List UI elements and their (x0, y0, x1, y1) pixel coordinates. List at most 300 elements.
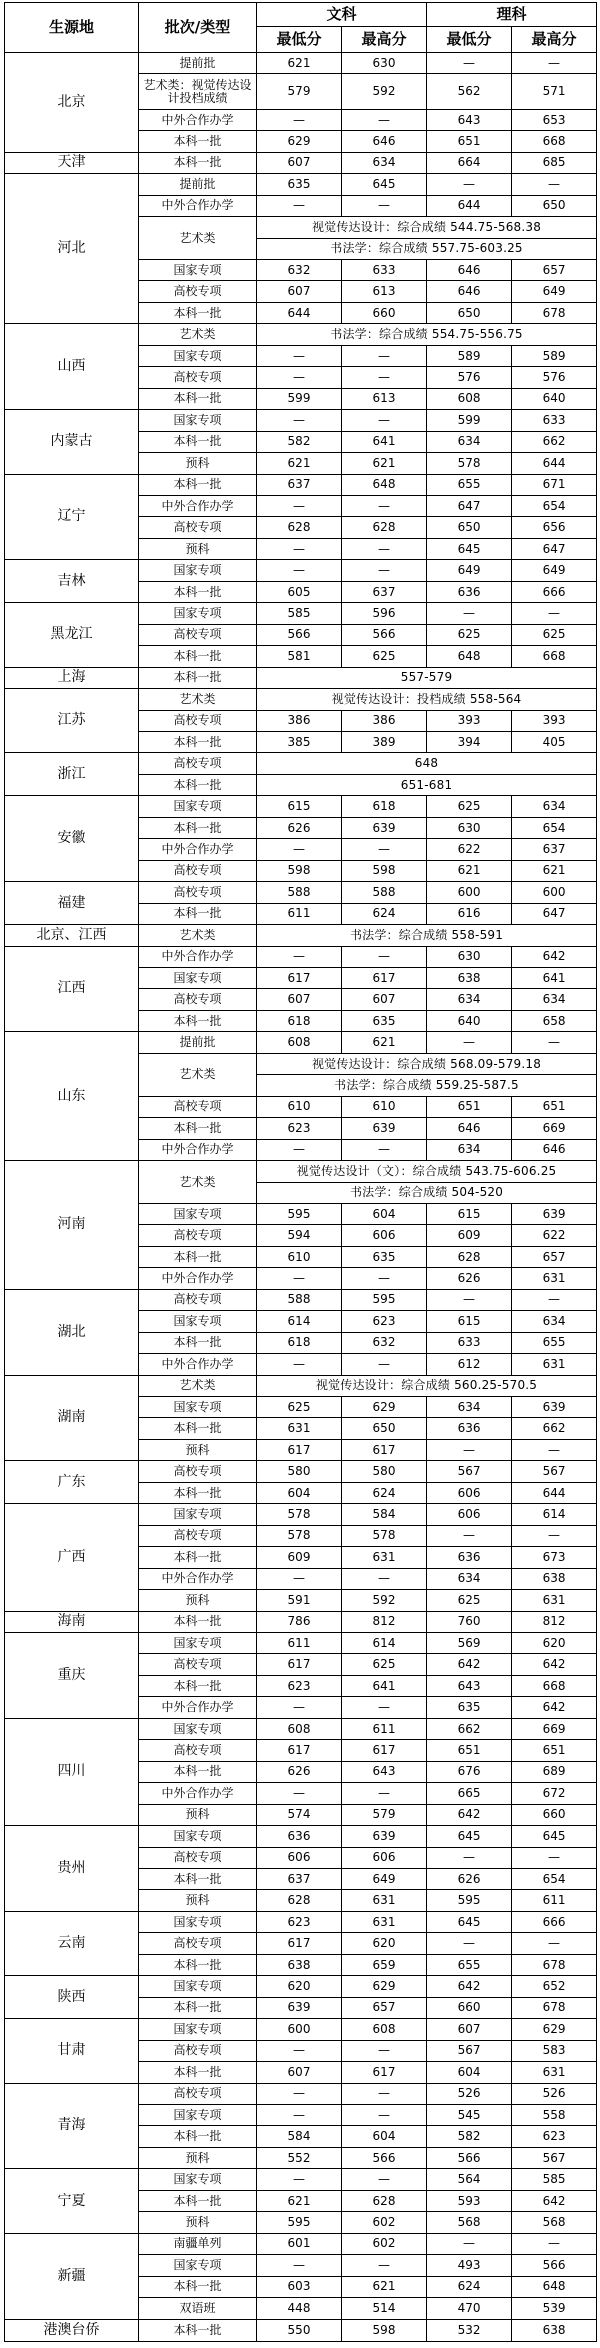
wenke-min-cell: — (257, 2083, 342, 2104)
wenke-max-cell: 639 (342, 1118, 427, 1139)
like-min-cell: 578 (427, 453, 512, 474)
header-wenke: 文科 (257, 3, 427, 27)
wenke-min-cell: 588 (257, 1289, 342, 1310)
wenke-max-cell: 584 (342, 1504, 427, 1525)
wenke-max-cell: — (342, 2083, 427, 2104)
like-max-cell: 654 (512, 817, 597, 838)
wenke-max-cell: 617 (342, 1439, 427, 1460)
wenke-min-cell: 632 (257, 260, 342, 281)
wenke-min-cell: 637 (257, 1869, 342, 1890)
like-max-cell: 666 (512, 581, 597, 602)
table-row (5, 2019, 597, 2040)
like-min-cell: 493 (427, 2255, 512, 2276)
like-min-cell: 650 (427, 517, 512, 538)
like-min-cell: 647 (427, 496, 512, 517)
wenke-max-cell: — (342, 2104, 427, 2125)
merged-score-cell: 视觉传达设计：综合成绩 560.25-570.5 (257, 1375, 597, 1396)
wenke-max-cell: 607 (342, 989, 427, 1010)
like-max-cell: 648 (512, 2276, 597, 2297)
province-cell: 广西 (5, 1504, 139, 1611)
province-cell: 湖北 (5, 1289, 139, 1375)
like-min-cell: 662 (427, 1718, 512, 1739)
like-max-cell: 668 (512, 1675, 597, 1696)
table-row (5, 882, 597, 903)
merged-score-cell: 视觉传达设计：综合成绩 544.75-568.38 (257, 217, 597, 238)
like-max-cell: 631 (512, 1354, 597, 1375)
wenke-min-cell: 581 (257, 646, 342, 667)
like-min-cell: — (427, 2233, 512, 2254)
province-cell: 贵州 (5, 1826, 139, 1912)
like-min-cell: 655 (427, 1954, 512, 1975)
like-min-cell: 545 (427, 2104, 512, 2125)
like-max-cell: 638 (512, 2319, 597, 2341)
wenke-max-cell: 621 (342, 1032, 427, 1053)
wenke-min-cell: — (257, 538, 342, 559)
header-like-max: 最高分 (512, 27, 597, 53)
wenke-min-cell: 607 (257, 2062, 342, 2083)
batch-cell: 国家专项 (139, 410, 257, 431)
batch-cell: 高校专项 (139, 1289, 257, 1310)
wenke-min-cell: — (257, 946, 342, 967)
table-row (5, 1976, 597, 1997)
batch-cell: 艺术类 (139, 1053, 257, 1096)
wenke-max-cell: 628 (342, 2190, 427, 2211)
wenke-max-cell: 635 (342, 1246, 427, 1267)
wenke-max-cell: 623 (342, 1311, 427, 1332)
wenke-max-cell: 635 (342, 1010, 427, 1031)
header-wenke-min: 最低分 (257, 27, 342, 53)
batch-cell: 本科一批 (139, 152, 257, 173)
like-max-cell: 393 (512, 710, 597, 731)
province-cell: 吉林 (5, 560, 139, 603)
batch-cell: 国家专项 (139, 603, 257, 624)
merged-score-cell: 视觉传达设计（文）：综合成绩 543.75-606.25 (257, 1161, 597, 1182)
province-cell: 北京 (5, 53, 139, 153)
wenke-max-cell: — (342, 2169, 427, 2190)
merged-score-cell: 视觉传达设计：投档成绩 558-564 (257, 689, 597, 710)
like-max-cell: 642 (512, 1654, 597, 1675)
wenke-min-cell: — (257, 195, 342, 216)
like-min-cell: 646 (427, 281, 512, 302)
like-max-cell: 669 (512, 1718, 597, 1739)
like-max-cell: 640 (512, 388, 597, 409)
wenke-max-cell: 631 (342, 1547, 427, 1568)
like-max-cell: 633 (512, 410, 597, 431)
like-min-cell: 642 (427, 1804, 512, 1825)
batch-cell: 高校专项 (139, 1225, 257, 1246)
like-min-cell: 567 (427, 2040, 512, 2061)
wenke-max-cell: 598 (342, 860, 427, 881)
batch-cell: 中外合作办学 (139, 946, 257, 967)
like-min-cell: 655 (427, 474, 512, 495)
wenke-min-cell: 621 (257, 53, 342, 74)
like-max-cell: 657 (512, 1246, 597, 1267)
like-max-cell: 812 (512, 1611, 597, 1632)
wenke-max-cell: 631 (342, 1890, 427, 1911)
like-min-cell: 526 (427, 2083, 512, 2104)
like-max-cell: 678 (512, 1954, 597, 1975)
like-min-cell: 608 (427, 388, 512, 409)
batch-cell: 中外合作办学 (139, 496, 257, 517)
wenke-max-cell: 617 (342, 967, 427, 988)
like-max-cell: 526 (512, 2083, 597, 2104)
wenke-min-cell: 614 (257, 1311, 342, 1332)
batch-cell: 国家专项 (139, 1976, 257, 1997)
like-min-cell: 609 (427, 1225, 512, 1246)
province-cell: 上海 (5, 667, 139, 688)
table-body (5, 53, 597, 2342)
wenke-min-cell: — (257, 1268, 342, 1289)
wenke-max-cell: 613 (342, 388, 427, 409)
wenke-min-cell: 621 (257, 2190, 342, 2211)
like-min-cell: 643 (427, 109, 512, 130)
batch-cell: 本科一批 (139, 1547, 257, 1568)
wenke-min-cell: 591 (257, 1590, 342, 1611)
like-min-cell: 624 (427, 2276, 512, 2297)
like-max-cell: 653 (512, 109, 597, 130)
wenke-min-cell: 566 (257, 624, 342, 645)
batch-cell: 提前批 (139, 174, 257, 195)
batch-cell: 预科 (139, 1890, 257, 1911)
merged-score-cell: 书法学：综合成绩 559.25-587.5 (257, 1075, 597, 1096)
table-row (5, 560, 597, 581)
like-max-cell: 672 (512, 1783, 597, 1804)
batch-cell: 国家专项 (139, 2255, 257, 2276)
wenke-max-cell: — (342, 345, 427, 366)
like-min-cell: 642 (427, 1976, 512, 1997)
like-max-cell: 629 (512, 2019, 597, 2040)
batch-cell: 国家专项 (139, 1911, 257, 1932)
batch-cell: 本科一批 (139, 1482, 257, 1503)
wenke-min-cell: 611 (257, 1633, 342, 1654)
wenke-max-cell: 606 (342, 1847, 427, 1868)
wenke-min-cell: 635 (257, 174, 342, 195)
batch-cell: 本科一批 (139, 2190, 257, 2211)
province-cell: 河南 (5, 1161, 139, 1290)
wenke-max-cell: — (342, 2040, 427, 2061)
like-max-cell: 589 (512, 345, 597, 366)
like-max-cell: 642 (512, 1697, 597, 1718)
like-max-cell: 651 (512, 1096, 597, 1117)
wenke-min-cell: 584 (257, 2126, 342, 2147)
like-max-cell: — (512, 603, 597, 624)
like-min-cell: 628 (427, 1246, 512, 1267)
merged-score-cell: 视觉传达设计：综合成绩 568.09-579.18 (257, 1053, 597, 1074)
province-cell: 云南 (5, 1911, 139, 1975)
like-min-cell: 646 (427, 1118, 512, 1139)
like-min-cell: — (427, 174, 512, 195)
like-max-cell: 600 (512, 882, 597, 903)
batch-cell: 本科一批 (139, 1010, 257, 1031)
table-row (5, 1611, 597, 1632)
wenke-min-cell: 578 (257, 1525, 342, 1546)
batch-cell: 艺术类 (139, 1375, 257, 1396)
wenke-min-cell: 626 (257, 1761, 342, 1782)
province-cell: 福建 (5, 882, 139, 925)
batch-cell: 国家专项 (139, 967, 257, 988)
wenke-max-cell: 637 (342, 581, 427, 602)
like-min-cell: 634 (427, 1568, 512, 1589)
batch-cell: 国家专项 (139, 1504, 257, 1525)
like-min-cell: 649 (427, 560, 512, 581)
like-min-cell: 651 (427, 131, 512, 152)
table-row (5, 753, 597, 774)
like-min-cell: 593 (427, 2190, 512, 2211)
batch-cell: 国家专项 (139, 345, 257, 366)
like-min-cell: — (427, 603, 512, 624)
wenke-min-cell: 588 (257, 882, 342, 903)
like-min-cell: 630 (427, 817, 512, 838)
like-max-cell: 645 (512, 1826, 597, 1847)
province-cell: 山东 (5, 1032, 139, 1161)
like-max-cell: 631 (512, 2062, 597, 2083)
batch-cell: 高校专项 (139, 2040, 257, 2061)
like-max-cell: 666 (512, 1911, 597, 1932)
like-min-cell: 648 (427, 646, 512, 667)
like-max-cell: 625 (512, 624, 597, 645)
wenke-min-cell: — (257, 367, 342, 388)
batch-cell: 本科一批 (139, 1761, 257, 1782)
table-row (5, 1032, 597, 1053)
like-max-cell: — (512, 1439, 597, 1460)
like-max-cell: — (512, 1289, 597, 1310)
wenke-min-cell: 609 (257, 1547, 342, 1568)
wenke-max-cell: 604 (342, 1203, 427, 1224)
table-row (5, 1911, 597, 1932)
batch-cell: 国家专项 (139, 2019, 257, 2040)
wenke-min-cell: 578 (257, 1504, 342, 1525)
wenke-min-cell: 631 (257, 1418, 342, 1439)
wenke-max-cell: 812 (342, 1611, 427, 1632)
wenke-min-cell: 608 (257, 1718, 342, 1739)
like-max-cell: 622 (512, 1225, 597, 1246)
batch-cell: 本科一批 (139, 2276, 257, 2297)
batch-cell: 国家专项 (139, 1203, 257, 1224)
wenke-min-cell: 611 (257, 903, 342, 924)
like-min-cell: 760 (427, 1611, 512, 1632)
province-cell: 港澳台侨 (5, 2319, 139, 2341)
wenke-min-cell: — (257, 2255, 342, 2276)
batch-cell: 本科一批 (139, 903, 257, 924)
like-max-cell: 558 (512, 2104, 597, 2125)
wenke-max-cell: 598 (342, 2319, 427, 2341)
table-row (5, 474, 597, 495)
province-cell: 湖南 (5, 1375, 139, 1461)
wenke-min-cell: 607 (257, 152, 342, 173)
merged-score-cell: 书法学：综合成绩 558-591 (257, 925, 597, 946)
like-min-cell: — (427, 1289, 512, 1310)
table-row (5, 1375, 597, 1396)
wenke-min-cell: 623 (257, 1118, 342, 1139)
like-min-cell: 634 (427, 989, 512, 1010)
wenke-min-cell: 620 (257, 1976, 342, 1997)
batch-cell: 本科一批 (139, 667, 257, 688)
wenke-max-cell: 648 (342, 474, 427, 495)
wenke-min-cell: 628 (257, 517, 342, 538)
wenke-min-cell: 639 (257, 1997, 342, 2018)
batch-cell: 南疆单列 (139, 2233, 257, 2254)
like-min-cell: 604 (427, 2062, 512, 2083)
like-min-cell: 665 (427, 1783, 512, 1804)
wenke-min-cell: 585 (257, 603, 342, 624)
wenke-min-cell: 617 (257, 1933, 342, 1954)
batch-cell: 提前批 (139, 53, 257, 74)
wenke-max-cell: 592 (342, 74, 427, 109)
province-cell: 天津 (5, 152, 139, 173)
wenke-min-cell: 623 (257, 1675, 342, 1696)
province-cell: 广东 (5, 1461, 139, 1504)
wenke-min-cell: 610 (257, 1246, 342, 1267)
batch-cell: 国家专项 (139, 2104, 257, 2125)
wenke-min-cell: — (257, 109, 342, 130)
batch-cell: 中外合作办学 (139, 195, 257, 216)
header-like: 理科 (427, 3, 597, 27)
wenke-min-cell: 644 (257, 302, 342, 323)
wenke-min-cell: — (257, 560, 342, 581)
wenke-max-cell: 592 (342, 1590, 427, 1611)
wenke-max-cell: 606 (342, 1225, 427, 1246)
table-row (5, 2233, 597, 2254)
like-max-cell: 642 (512, 2190, 597, 2211)
wenke-max-cell: 649 (342, 1869, 427, 1890)
wenke-max-cell: 620 (342, 1933, 427, 1954)
wenke-max-cell: 639 (342, 817, 427, 838)
batch-cell: 中外合作办学 (139, 1268, 257, 1289)
wenke-max-cell: 660 (342, 302, 427, 323)
like-max-cell: 585 (512, 2169, 597, 2190)
wenke-min-cell: 595 (257, 2212, 342, 2233)
like-min-cell: 644 (427, 195, 512, 216)
wenke-max-cell: 618 (342, 796, 427, 817)
batch-cell: 高校专项 (139, 710, 257, 731)
province-cell: 甘肃 (5, 2019, 139, 2083)
wenke-max-cell: — (342, 496, 427, 517)
wenke-max-cell: — (342, 1139, 427, 1160)
like-max-cell: 611 (512, 1890, 597, 1911)
wenke-min-cell: 629 (257, 131, 342, 152)
wenke-max-cell: 578 (342, 1525, 427, 1546)
like-max-cell: 662 (512, 431, 597, 452)
batch-cell: 本科一批 (139, 302, 257, 323)
table-row (5, 53, 597, 74)
wenke-max-cell: 617 (342, 2062, 427, 2083)
batch-cell: 本科一批 (139, 731, 257, 752)
like-min-cell: 393 (427, 710, 512, 731)
table-row (5, 1161, 597, 1182)
province-cell: 北京、江西 (5, 925, 139, 946)
wenke-max-cell: 602 (342, 2212, 427, 2233)
like-min-cell: 600 (427, 882, 512, 903)
like-min-cell: 645 (427, 1826, 512, 1847)
like-max-cell: 651 (512, 1740, 597, 1761)
table-row (5, 667, 597, 688)
wenke-min-cell: 598 (257, 860, 342, 881)
wenke-max-cell: 657 (342, 1997, 427, 2018)
wenke-max-cell: — (342, 195, 427, 216)
like-min-cell: 576 (427, 367, 512, 388)
batch-cell: 本科一批 (139, 774, 257, 795)
like-max-cell: 647 (512, 903, 597, 924)
like-min-cell: 660 (427, 1997, 512, 2018)
province-cell: 山西 (5, 324, 139, 410)
like-max-cell: 654 (512, 1869, 597, 1890)
batch-cell: 艺术类 (139, 324, 257, 345)
like-min-cell: 676 (427, 1761, 512, 1782)
like-max-cell: — (512, 2233, 597, 2254)
like-max-cell: 689 (512, 1761, 597, 1782)
wenke-max-cell: — (342, 1568, 427, 1589)
batch-cell: 国家专项 (139, 2169, 257, 2190)
wenke-max-cell: 633 (342, 260, 427, 281)
wenke-min-cell: 603 (257, 2276, 342, 2297)
table-row (5, 2169, 597, 2190)
batch-cell: 国家专项 (139, 1718, 257, 1739)
batch-cell: 国家专项 (139, 260, 257, 281)
batch-cell: 中外合作办学 (139, 839, 257, 860)
wenke-min-cell: — (257, 496, 342, 517)
wenke-min-cell: 618 (257, 1332, 342, 1353)
like-min-cell: 633 (427, 1332, 512, 1353)
like-min-cell: 589 (427, 345, 512, 366)
like-min-cell: 645 (427, 538, 512, 559)
table-row (5, 603, 597, 624)
like-min-cell: 567 (427, 1461, 512, 1482)
wenke-min-cell: 626 (257, 817, 342, 838)
wenke-min-cell: 574 (257, 1804, 342, 1825)
wenke-max-cell: 625 (342, 1654, 427, 1675)
like-min-cell: 568 (427, 2212, 512, 2233)
like-min-cell: 615 (427, 1311, 512, 1332)
like-max-cell: 644 (512, 453, 597, 474)
batch-cell: 高校专项 (139, 860, 257, 881)
wenke-min-cell: 604 (257, 1482, 342, 1503)
like-min-cell: 625 (427, 1590, 512, 1611)
batch-cell: 本科一批 (139, 2319, 257, 2341)
batch-cell: 中外合作办学 (139, 1783, 257, 1804)
wenke-max-cell: 646 (342, 131, 427, 152)
like-max-cell: 583 (512, 2040, 597, 2061)
wenke-min-cell: 638 (257, 1954, 342, 1975)
like-min-cell: 636 (427, 581, 512, 602)
wenke-min-cell: 448 (257, 2298, 342, 2319)
like-max-cell: 647 (512, 538, 597, 559)
wenke-max-cell: 514 (342, 2298, 427, 2319)
province-cell: 江西 (5, 946, 139, 1032)
like-max-cell: 678 (512, 1997, 597, 2018)
wenke-max-cell: 580 (342, 1461, 427, 1482)
like-min-cell: 606 (427, 1504, 512, 1525)
like-min-cell: 645 (427, 1911, 512, 1932)
like-min-cell: — (427, 53, 512, 74)
province-cell: 海南 (5, 1611, 139, 1632)
like-max-cell: 631 (512, 1590, 597, 1611)
like-max-cell: 567 (512, 2147, 597, 2168)
like-min-cell: 612 (427, 1354, 512, 1375)
batch-cell: 本科一批 (139, 1611, 257, 1632)
like-min-cell: 630 (427, 946, 512, 967)
like-max-cell: 634 (512, 796, 597, 817)
like-min-cell: 642 (427, 1654, 512, 1675)
like-max-cell: 623 (512, 2126, 597, 2147)
table-row (5, 1504, 597, 1525)
wenke-min-cell: 582 (257, 431, 342, 452)
like-min-cell: 636 (427, 1547, 512, 1568)
wenke-min-cell: 786 (257, 1611, 342, 1632)
table-row (5, 2083, 597, 2104)
like-min-cell: 470 (427, 2298, 512, 2319)
wenke-max-cell: 641 (342, 1675, 427, 1696)
batch-cell: 本科一批 (139, 646, 257, 667)
